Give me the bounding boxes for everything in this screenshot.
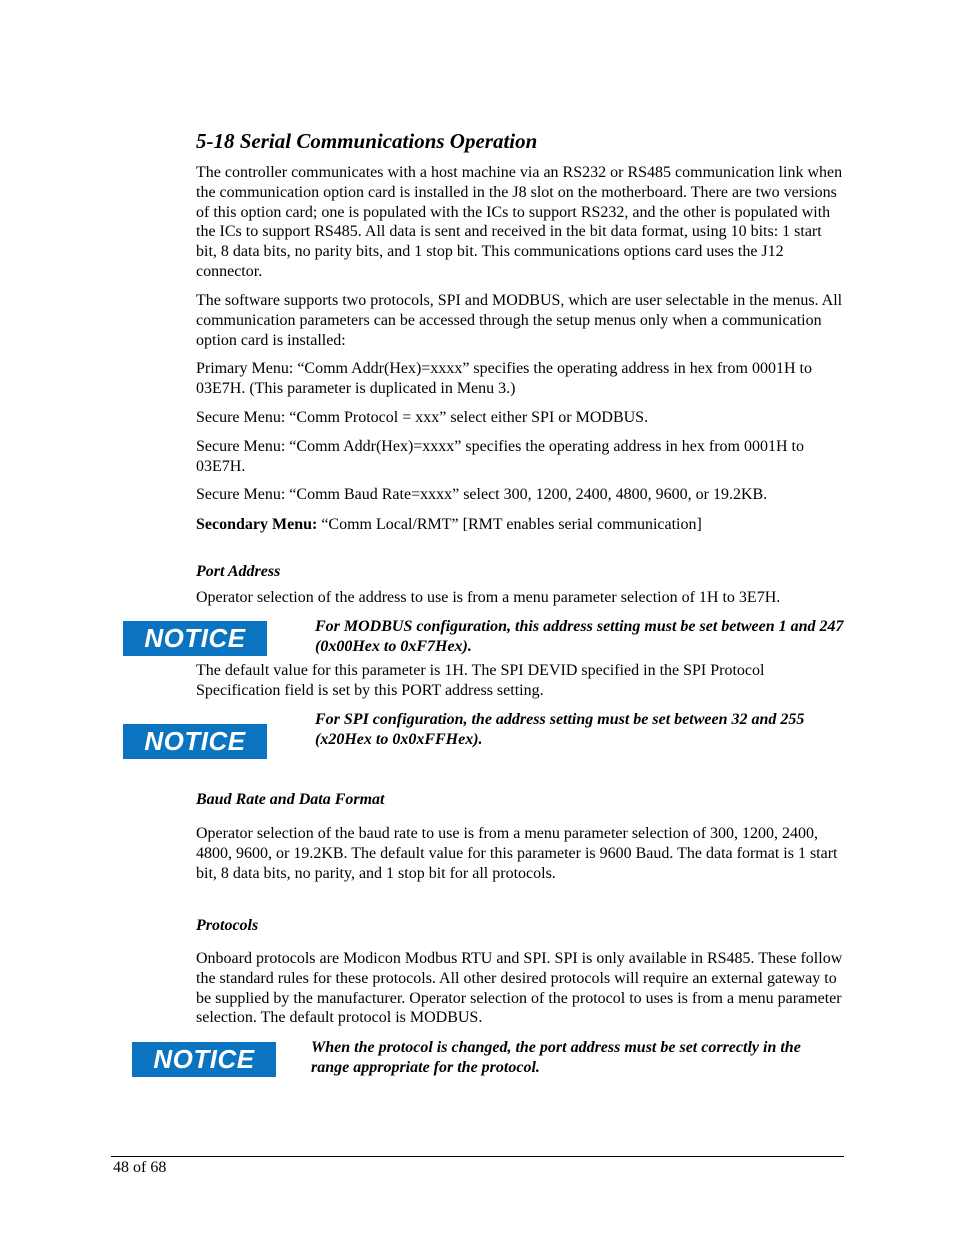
notice-text-spi: For SPI configuration, the address setting must be set between 32 and 255 (x20Hex to 0x0xFFHex). [315, 711, 805, 748]
primary-menu-paragraph: Primary Menu: “Comm Addr(Hex)=xxxx” specifies the operating address in hex from 0001H to 03E7H. (This parameter is duplicated in Menu 3.) [196, 360, 812, 397]
secure-baud-paragraph: Secure Menu: “Comm Baud Rate=xxxx” select 300, 1200, 2400, 4800, 9600, or 19.2KB. [196, 486, 768, 503]
page-number: 48 of 68 [113, 1159, 167, 1176]
notice-badge-protocol: NOTICE [132, 1042, 276, 1077]
port-address-default-text: The default value for this parameter is 1H. The SPI DEVID specified in the SPI Protocol Specification field is set by this PORT address setting. [196, 662, 765, 699]
port-address-heading: Port Address [196, 563, 281, 580]
notice-badge-modbus: NOTICE [123, 621, 267, 656]
secondary-menu-lead: Secondary Menu: [196, 516, 318, 533]
secure-protocol-paragraph: Secure Menu: “Comm Protocol = xxx” select either SPI or MODBUS. [196, 409, 649, 426]
section-title: 5-18 Serial Communications Operation [196, 129, 538, 153]
footer-divider [111, 1156, 844, 1157]
notice-text-protocol: When the protocol is changed, the port address must be set correctly in the range appropriate for the protocol. [311, 1039, 801, 1076]
port-address-text: Operator selection of the address to use is from a menu parameter selection of 1H to 3E7H. [196, 589, 781, 606]
secondary-menu-paragraph [196, 515, 846, 535]
notice-badge-spi: NOTICE [123, 724, 267, 759]
protocols-text: Onboard protocols are Modicon Modbus RTU and SPI. SPI is only available in RS485. These follow the standard rules for these protocols. All other desired protocols will require an external gateway to be supplied by the manufacturer. Operator selection of the protocol to uses is from a menu parameter selection. The default protocol is MODBUS. [196, 950, 843, 1027]
baud-rate-text: Operator selection of the baud rate to use is from a menu parameter selection of 300, 1200, 2400, 4800, 9600, or 19.2KB. The default value for this parameter is 9600 Baud. The data format is 1 start bit, 8 data bits, no parity, and 1 stop bit for all protocols. [196, 825, 838, 882]
notice-text-modbus: For MODBUS configuration, this address setting must be set between 1 and 247 (0x00Hex to 0xF7Hex). [315, 618, 844, 655]
secure-address-paragraph: Secure Menu: “Comm Addr(Hex)=xxxx” specifies the operating address in hex from 0001H to 03E7H. [196, 438, 804, 475]
baud-rate-heading: Baud Rate and Data Format [196, 791, 385, 808]
protocols-summary-paragraph: The software supports two protocols, SPI and MODBUS, which are user selectable in the menus. All communication parameters can be accessed through the setup menus only when a communication option card is installed: [196, 292, 843, 349]
secondary-menu-text: “Comm Local/RMT” [RMT enables serial communication] [317, 516, 702, 533]
protocols-heading: Protocols [196, 917, 259, 934]
intro-paragraph: The controller communicates with a host machine via an RS232 or RS485 communication link when the communication option card is installed in the J8 slot on the motherboard. There are two versions of this option card; one is populated with the ICs to support RS232, and the other is populated with the ICs to support RS485. All data is sent and received in the bit data format, using 10 bits: 1 start bit, 8 data bits, no parity bits, and 1 stop bit. This communications options card uses the J12 connector. [196, 164, 843, 280]
